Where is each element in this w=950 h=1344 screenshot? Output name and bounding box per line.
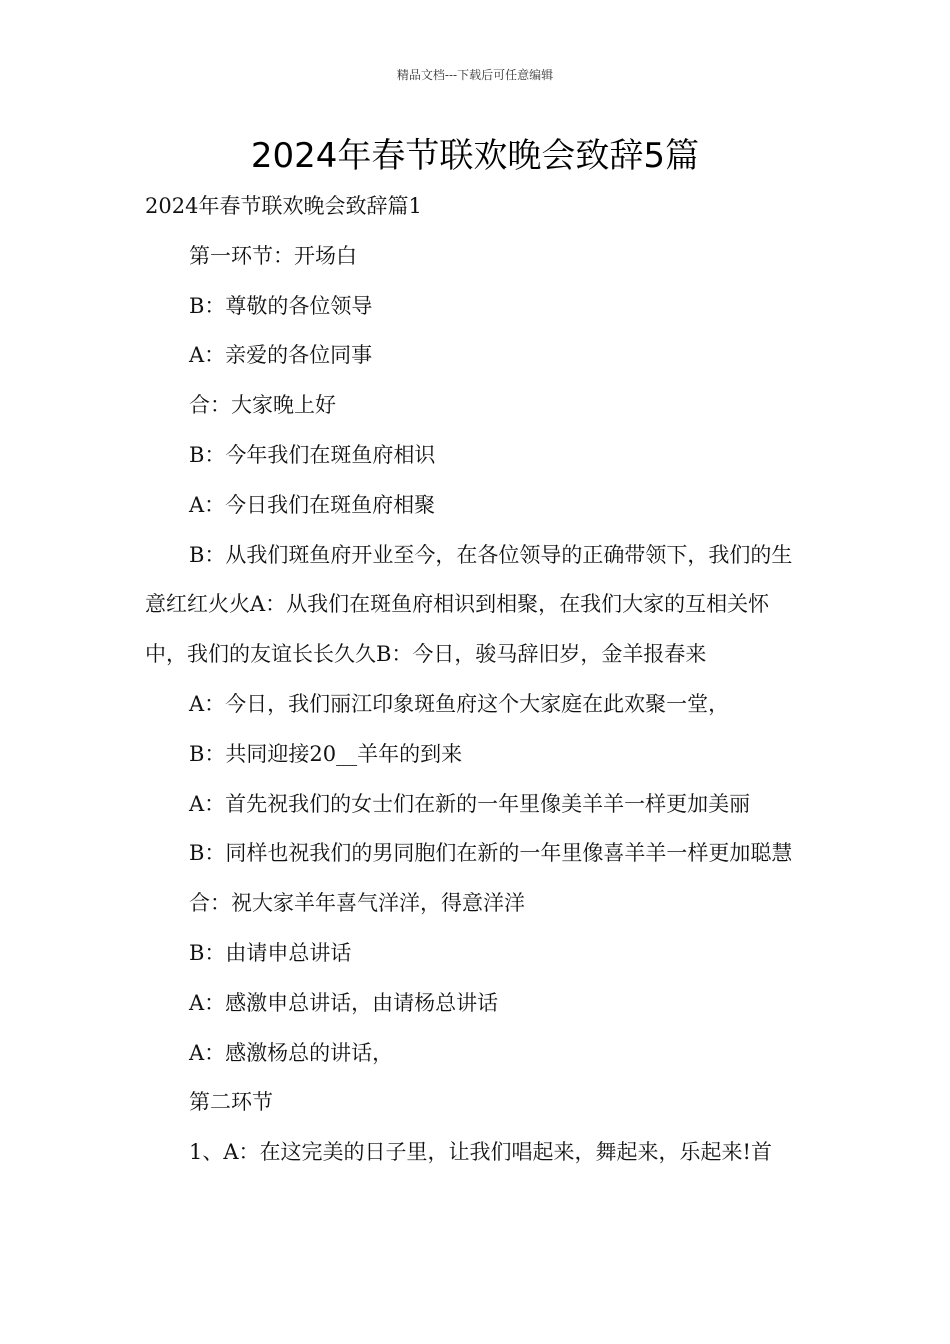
paragraph: 第一环节：开场白 [189, 243, 357, 268]
paragraph: A：感激杨总的讲话， [189, 1040, 394, 1065]
paragraph: A：感激申总讲话，由请杨总讲话 [189, 990, 499, 1015]
paragraph: B：今年我们在斑鱼府相识 [189, 442, 436, 467]
paragraph: B：共同迎接20__羊年的到来 [189, 741, 463, 766]
paragraph: B：尊敬的各位领导 [189, 293, 373, 318]
document-body [145, 182, 810, 1178]
document-title: 2024年春节联欢晚会致辞5篇 [250, 136, 700, 176]
paragraph: A：今日我们在斑鱼府相聚 [189, 492, 436, 517]
paragraph: A：今日，我们丽江印象斑鱼府这个大家庭在此欢聚一堂， [189, 691, 730, 716]
section-heading: 2024年春节联欢晚会致辞篇1 [145, 194, 422, 218]
paragraph: A：亲爱的各位同事 [189, 343, 373, 368]
paragraph: B：由请申总讲话 [189, 940, 352, 965]
paragraph: B：从我们斑鱼府开业至今，在各位领导的正确带领下，我们的生意红红火火A：从我们在斑鱼府相识到相聚，在我们大家的互相关怀中，我们的友谊长长久久B：今日，骏马辞旧岁，金羊报春来 [145, 542, 793, 667]
paragraph: A：首先祝我们的女士们在新的一年里像美羊羊一样更加美丽 [189, 791, 751, 816]
paragraph: 合：大家晚上好 [189, 393, 336, 418]
paragraph: 合：祝大家羊年喜气洋洋，得意洋洋 [189, 891, 525, 916]
paragraph: B：同样也祝我们的男同胞们在新的一年里像喜羊羊一样更加聪慧 [189, 841, 793, 866]
paragraph: 1、A：在这完美的日子里，让我们唱起来，舞起来，乐起来!首 [189, 1140, 772, 1165]
paragraph: 第二环节 [189, 1090, 273, 1115]
header-note: 精品文档---下载后可任意编辑 [396, 68, 554, 82]
